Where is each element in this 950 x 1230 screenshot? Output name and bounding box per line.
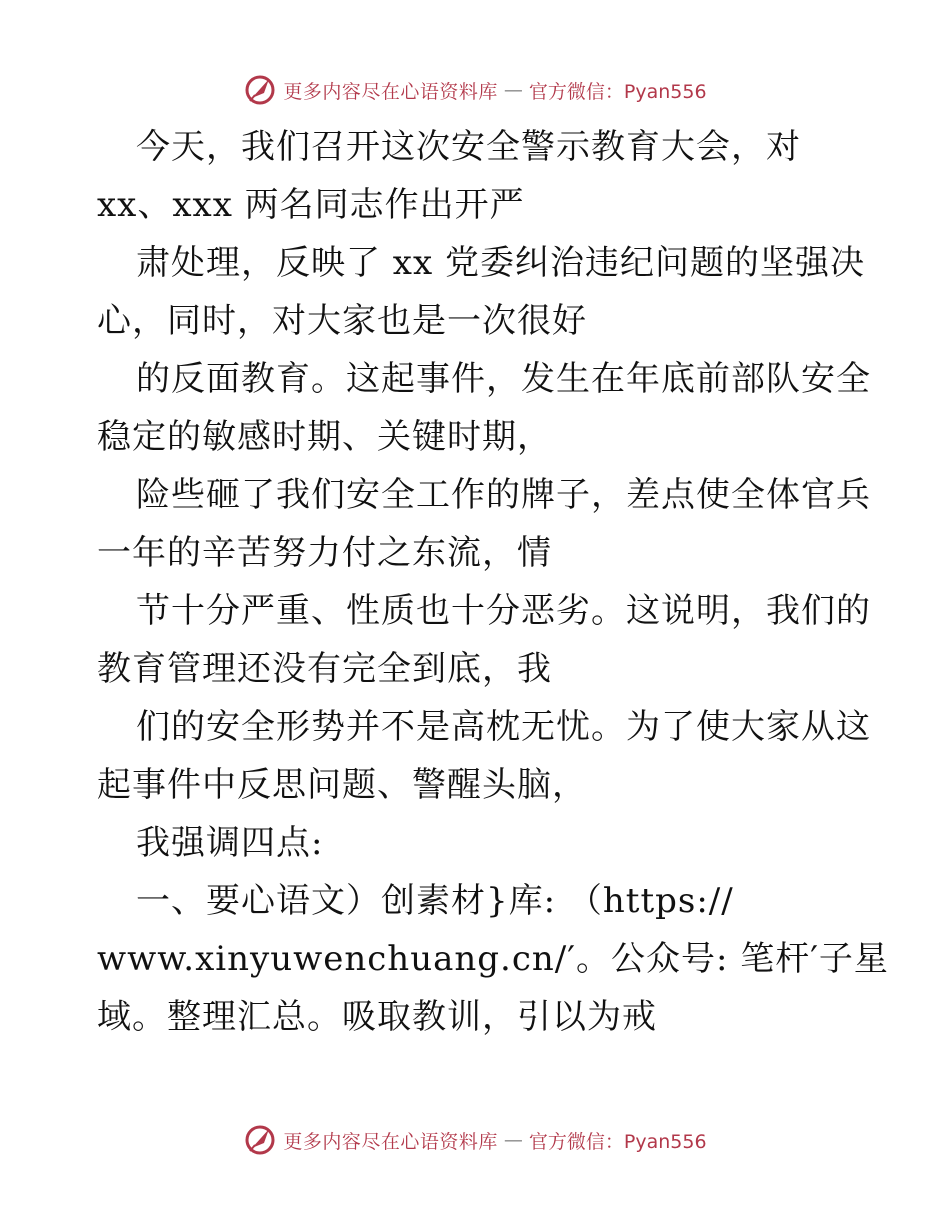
- paragraph-line: 心，同时，对大家也是一次很好: [97, 301, 587, 341]
- paragraph-line: 一、要心语文）创素材}库: （https://: [136, 881, 734, 921]
- watermark-text: 更多内容尽在心语资料库: [283, 1130, 498, 1153]
- footer-watermark: [0, 1120, 950, 1160]
- paragraph-line: 的反面教育。这起事件，发生在年底前部队安全: [136, 359, 871, 399]
- document-body: [97, 118, 889, 1046]
- paragraph-line: 教育管理还没有完全到底，我: [97, 649, 552, 689]
- paragraph-line: 起事件中反思问题、警醒头脑，: [97, 765, 587, 805]
- paragraph-line: 节十分严重、性质也十分恶劣。这说明，我们的: [136, 591, 871, 631]
- watermark-separator: —: [503, 1129, 523, 1151]
- quill-logo-icon: [243, 73, 277, 107]
- paragraph-line: 们的安全形势并不是高枕无忧。为了使大家从这: [136, 707, 871, 747]
- paragraph-line: 稳定的敏感时期、关键时期，: [97, 417, 552, 457]
- paragraph-line: 今天，我们召开这次安全警示教育大会，对: [136, 127, 801, 167]
- paragraph-line: 险些砸了我们安全工作的牌子，差点使全体官兵: [136, 475, 871, 515]
- watermark-separator: —: [503, 79, 523, 101]
- watermark-wechat: 官方微信：Pyan556: [528, 1130, 707, 1153]
- paragraph-line: www.xinyuwenchuang.cn/′。公众号: 笔杆′子星: [97, 939, 889, 979]
- watermark-wechat: 官方微信：Pyan556: [528, 80, 707, 103]
- quill-logo-icon: [243, 1123, 277, 1157]
- paragraph-line: 域。整理汇总。吸取教训，引以为戒: [97, 997, 657, 1037]
- paragraph-line: 肃处理，反映了 xx 党委纠治违纪问题的坚强决: [136, 243, 865, 283]
- paragraph-line: xx、xxx 两名同志作出开严: [97, 185, 525, 225]
- watermark-text: 更多内容尽在心语资料库: [283, 80, 498, 103]
- paragraph-line: 我强调四点:: [136, 823, 324, 863]
- header-watermark: [0, 70, 950, 110]
- paragraph-line: 一年的辛苦努力付之东流，情: [97, 533, 552, 573]
